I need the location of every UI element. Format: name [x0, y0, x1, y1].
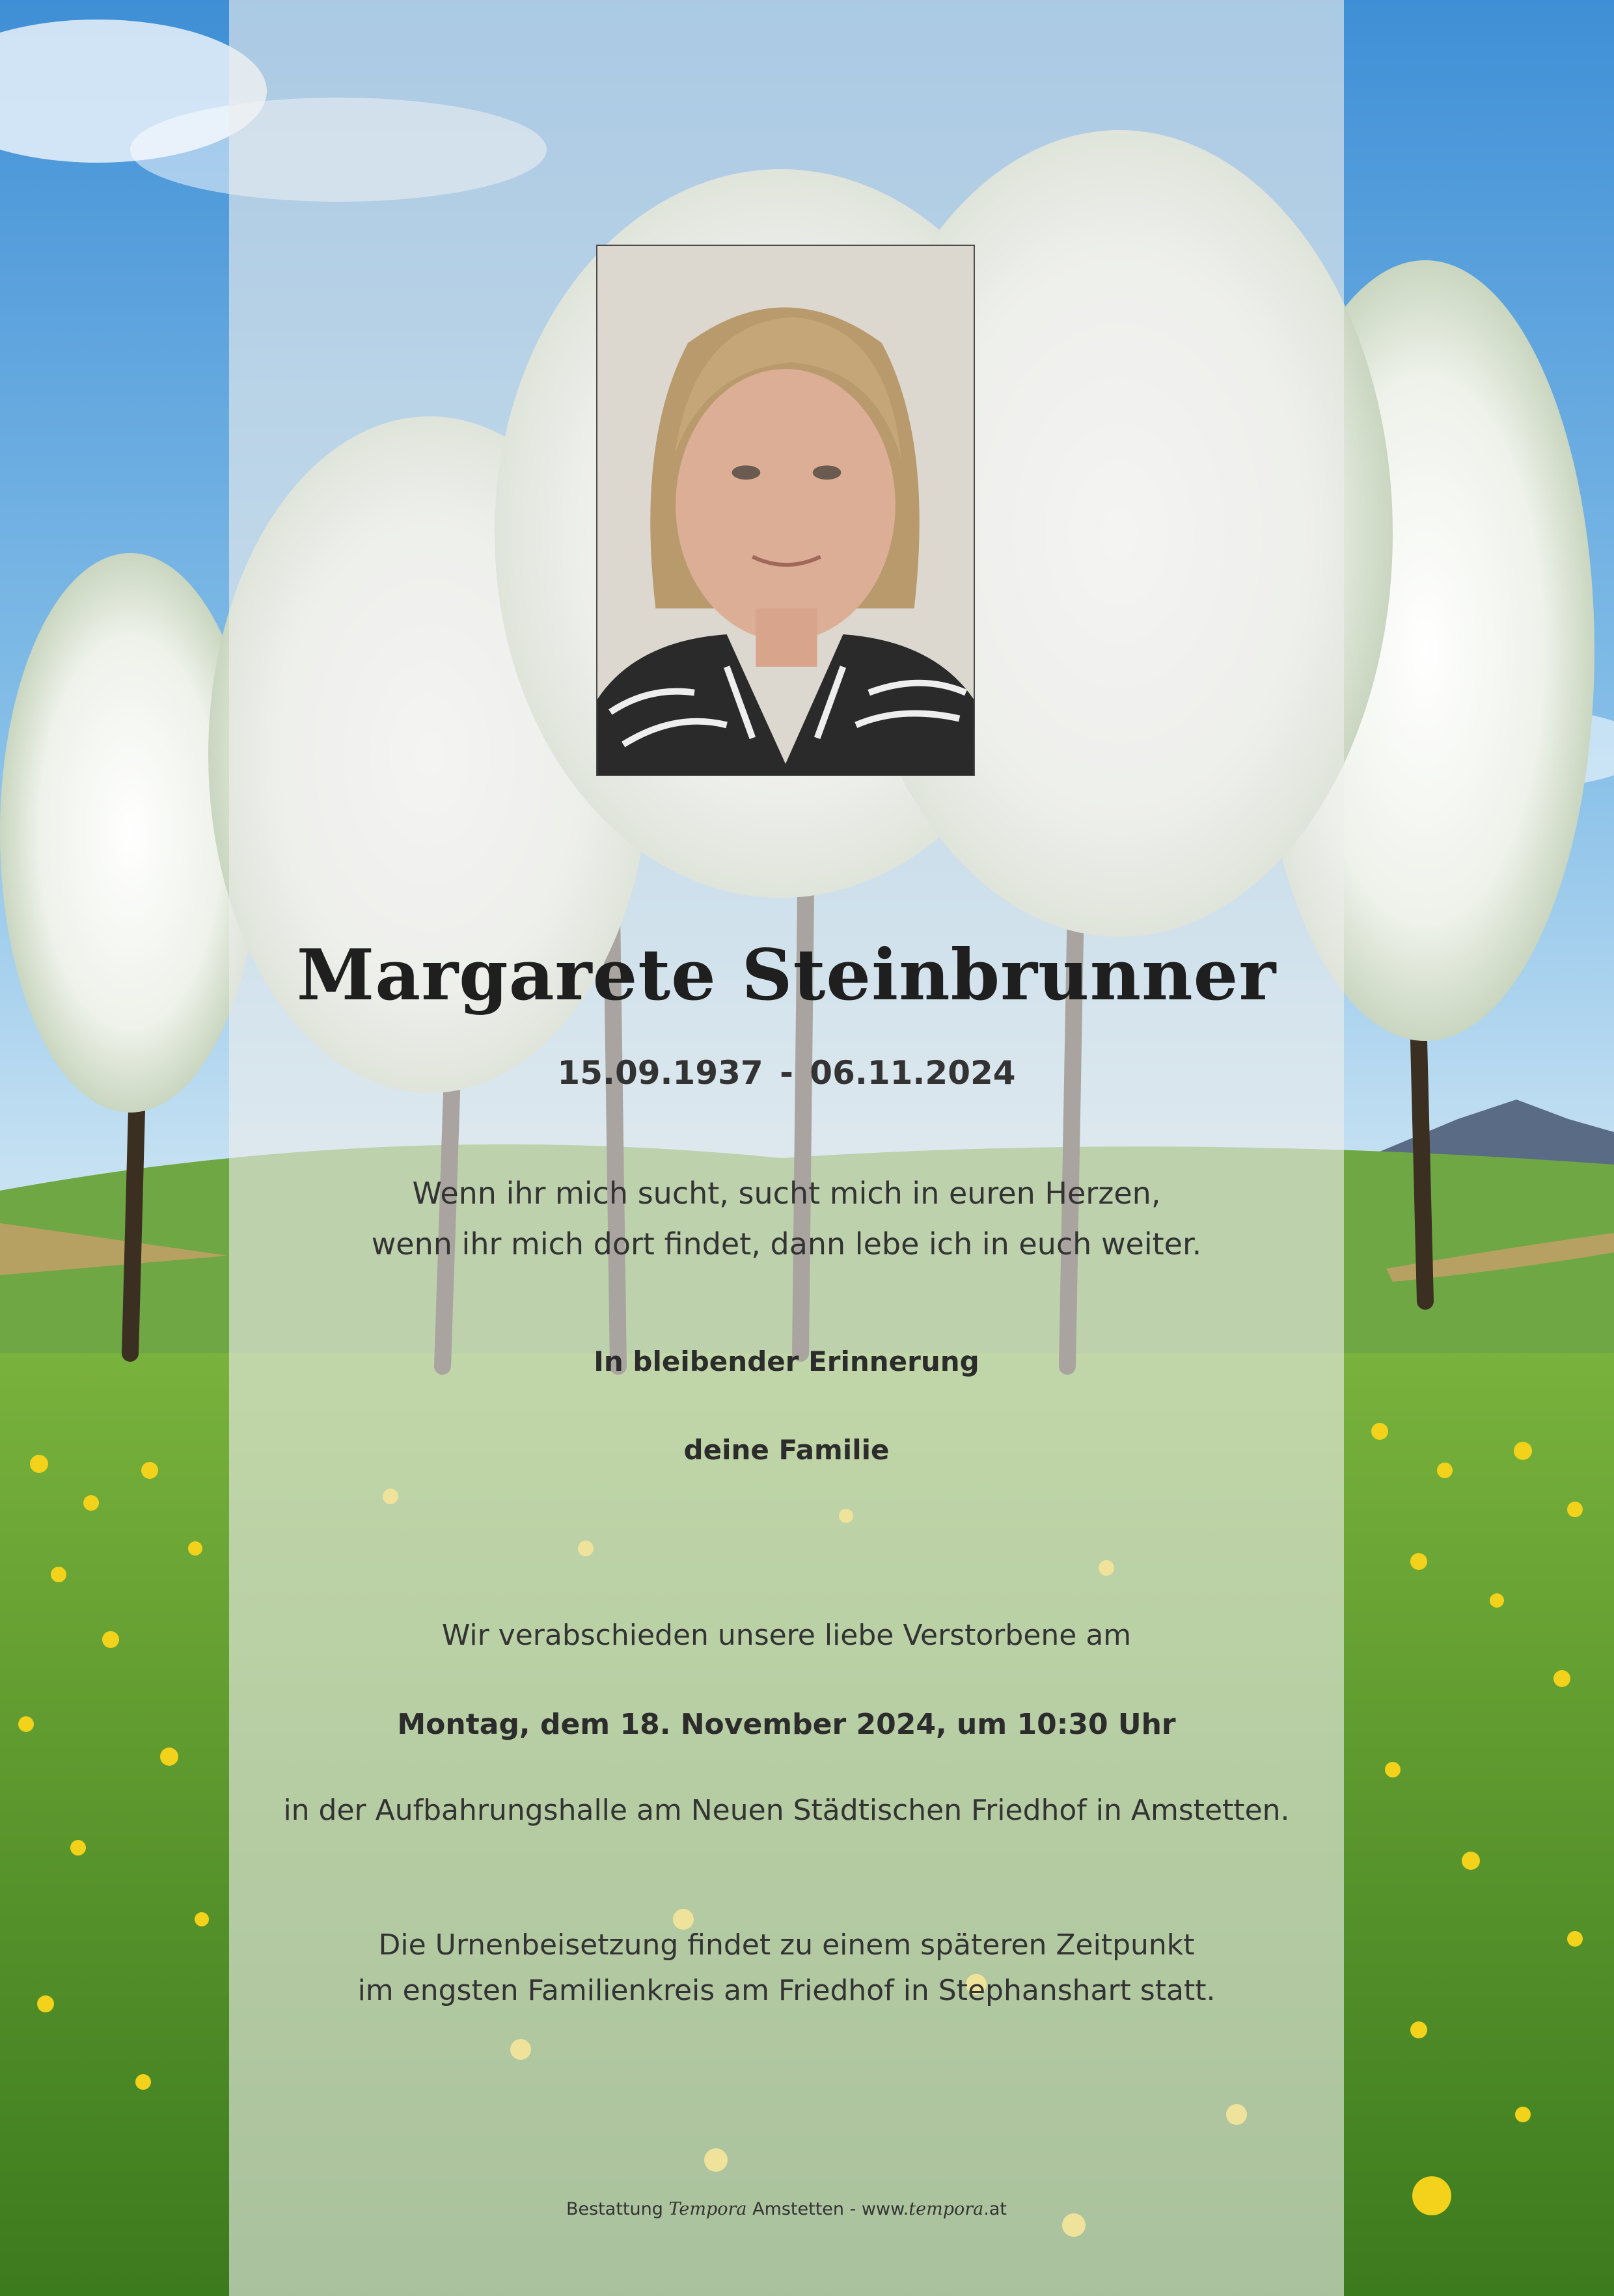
footer-funeral-home	[229, 2199, 1344, 2219]
footer-domain-brand: tempora	[909, 2199, 984, 2219]
footer-domain-tld: .at	[983, 2199, 1007, 2219]
farewell-intro: Wir verabschieden unsere liebe Verstorbene am	[441, 1619, 1132, 1652]
urn-line-1: Die Urnenbeisetzung findet zu einem späteren Zeitpunkt	[378, 1928, 1195, 1962]
portrait-photo	[596, 245, 975, 776]
poem-line-1: Wenn ihr mich sucht, sucht mich in euren Herzen,	[412, 1176, 1161, 1211]
footer-prefix: Bestattung	[566, 2199, 663, 2219]
memorial-poem	[229, 1168, 1344, 1269]
urn-burial-note	[229, 1923, 1344, 2014]
service-datetime: Montag, dem 18. November 2024, um 10:30 Uhr	[397, 1708, 1176, 1741]
poem-line-2: wenn ihr mich dort findet, dann lebe ich in euch weiter.	[371, 1226, 1202, 1262]
urn-line-2: im engsten Familienkreis am Friedhof in Stephanshart statt.	[357, 1974, 1216, 2007]
service-location: in der Aufbahrungshalle am Neuen Städtischen Friedhof in Amstetten.	[283, 1794, 1290, 1827]
memory-line: In bleibender Erinnerung	[594, 1345, 979, 1377]
life-dates: 15.09.1937 - 06.11.2024	[557, 1054, 1016, 1092]
deceased-name: Margarete Steinbrunner	[296, 934, 1277, 1016]
footer-brand: Tempora	[668, 2199, 747, 2219]
family-signature: deine Familie	[683, 1434, 890, 1466]
footer-suffix: Amstetten - www.	[752, 2199, 909, 2219]
